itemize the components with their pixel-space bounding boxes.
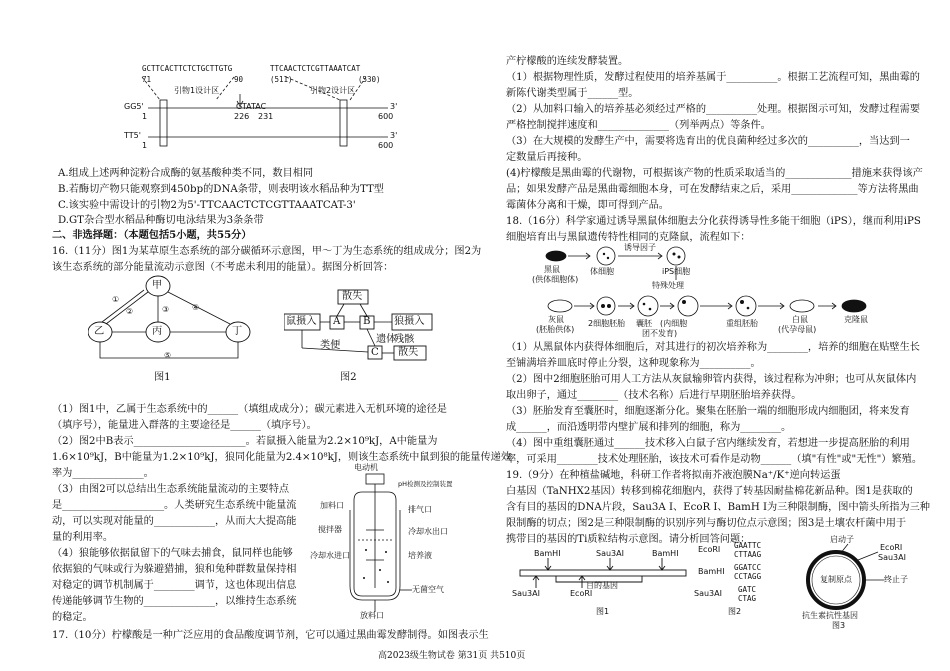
primer1-label: 引物1设计区 bbox=[174, 86, 220, 95]
q19-line4: 限制酶的切点；图2是三种限制酶的识别序列与酶切位点示意图；图3是土壤农杆菌中用于 bbox=[506, 518, 907, 529]
q16-intro2: 该生态系统的部分能量流动示意图（不考虑未利用的能量）。据图分析回答： bbox=[52, 262, 394, 273]
q15-option-c: C.该实验中需设计的引物2为5'-TTCAACTCTCGTTAAATCAT-3' bbox=[58, 200, 356, 211]
seq2-start: (511) bbox=[270, 75, 293, 84]
fig2-remains1: 遗体 bbox=[376, 334, 397, 345]
flow-donor-note: (供体细胞体) bbox=[532, 275, 579, 284]
flow-surrogate: (代孕母鼠) bbox=[778, 325, 817, 334]
fig2-caption: 图2 bbox=[340, 372, 357, 383]
q18-s6: 成______，而沿透明带内壁扩展和排列的细胞，称为________。 bbox=[506, 422, 792, 433]
fig2-box-c: C bbox=[371, 347, 379, 358]
fig2-dissipate-top: 散失 bbox=[342, 291, 363, 302]
node-yi: 乙 bbox=[94, 326, 105, 337]
q16-line10: （4）狼能够依据鼠留下的气味去捕食，鼠同样也能够 bbox=[52, 548, 293, 559]
fig2-box-a: A bbox=[333, 316, 341, 327]
flow-black-mouse: 黑鼠 bbox=[544, 265, 560, 274]
f2-sau3ai-bot: CTAG bbox=[738, 594, 757, 603]
seq2-end: (530) bbox=[358, 75, 381, 84]
f3-sau3ai: Sau3AI bbox=[878, 553, 906, 562]
q17-r8: (4)柠檬酸是黑曲霉的代谢物，可根据该产物的性质采取适当的_____________措施来获得该产 bbox=[506, 168, 923, 179]
gene-figure bbox=[48, 0, 468, 168]
node-jia: 甲 bbox=[152, 280, 163, 291]
f2-sau3ai-top: GATC bbox=[738, 585, 757, 594]
fermenter-diagram bbox=[310, 463, 466, 620]
f2-sau3ai: Sau3AI bbox=[694, 589, 722, 598]
pos231: 231 bbox=[258, 112, 274, 121]
f3-ori: 复制原点 bbox=[820, 575, 852, 584]
q17-r9: 品；如果发酵产品是黑曲霉细胞本身，可在发酵结束之后，采用_____________等方法将黑曲 bbox=[506, 184, 919, 195]
q18-s8: 率，可采用________技术处理胚胎，该技术可看作是动物______（填"有性"或"无性"）繁殖。 bbox=[506, 454, 923, 465]
tt-num1: 1 bbox=[142, 141, 148, 150]
gene-diagram bbox=[48, 0, 468, 168]
f2-bamhi: BamHI bbox=[698, 567, 725, 576]
q17-r10: 霉菌体分离和干燥，即可得到产品。 bbox=[506, 200, 669, 211]
label-outlet: 放料口 bbox=[360, 611, 384, 620]
q18-s5: （3）胚胎发育至囊胚时，细胞逐渐分化。聚集在胚胎一端的细胞形成内细胞团，将来发育 bbox=[506, 406, 910, 417]
q15-option-d: D.GT杂合型水稻品种酶切电泳结果为3条条带 bbox=[58, 215, 264, 226]
arrow-1: ① bbox=[112, 295, 120, 304]
fig2-rat-intake: 鼠摄入 bbox=[286, 316, 317, 327]
label-cool-out: 冷却水出口 bbox=[408, 527, 448, 536]
f1-sau3ai-2: Sau3AI bbox=[512, 589, 540, 598]
q16-intro1: 16.（11分）图1为某草原生态系统的部分碳循环示意图，甲～丁为生态系统的组成成分；图2为 bbox=[52, 246, 482, 257]
q19-fig1 bbox=[512, 548, 692, 624]
fig2-energy-flow bbox=[284, 286, 474, 392]
seq2: TTCAACTCTCGTTAAATCAT bbox=[270, 64, 361, 73]
gg-3prime: 3' bbox=[390, 102, 398, 111]
label-stirrer: 搅拌器 bbox=[318, 525, 342, 534]
fig2-feces: 类便 bbox=[320, 340, 341, 351]
flow-somatic: 体细胞 bbox=[590, 267, 614, 276]
q17-r6: （3）在大规模的发酵生产中，需要将选育出的优良菌种经过多次的__________，当达到一 bbox=[506, 136, 910, 147]
arrow-2: ② bbox=[126, 307, 134, 316]
q17-r2: （1）根据物理性质，发酵过程使用的培养基属于__________。根据工艺流程可知，黑曲霉的 bbox=[506, 72, 920, 83]
q19-line2: 白基因（TaNHX2基因）转移到棉花细胞内，获得了转基因耐盐棉花新品种。图1是获取的 bbox=[506, 486, 913, 497]
arrow-5: ⑤ bbox=[164, 351, 172, 360]
q18-s4: 取出卵子，通过________（技术名称）后进行早期胚胎培养获得。 bbox=[506, 390, 802, 401]
flow-blastocyst: 囊胚 bbox=[636, 319, 652, 328]
f2-bamhi-top: GGATCC bbox=[734, 563, 762, 572]
flow-icm2: 团不发育) bbox=[642, 329, 678, 338]
q19-fig2 bbox=[694, 541, 778, 624]
pos226: 226 bbox=[234, 112, 250, 121]
gg-num1: 1 bbox=[142, 112, 148, 121]
f2-ecori-bot: CTTAAG bbox=[734, 550, 762, 559]
seq1: GCTTCACTTCTCTGCTTGTG bbox=[142, 64, 233, 73]
q16-line14: 的稳定。 bbox=[52, 612, 93, 623]
q16-line11: 依据狼的气味或行为躲避猎捕，狼和兔种群数量保持相 bbox=[52, 564, 297, 575]
fig2-wolf-intake: 狼摄入 bbox=[394, 316, 425, 327]
label-medium: 培养液 bbox=[408, 551, 432, 560]
node-bing: 丙 bbox=[152, 326, 163, 337]
seq1-end: 90 bbox=[234, 75, 244, 84]
fig2-remains2: 残骸 bbox=[394, 334, 415, 345]
page-footer: 高2023级生物试卷 第31页 共510页 bbox=[378, 651, 526, 661]
gg-num600: 600 bbox=[378, 112, 394, 121]
q18-line1: 18.（16分）科学家通过诱导黑鼠体细胞去分化获得诱导性多能干细胞（iPS），继而利用iPS bbox=[506, 216, 921, 227]
fig1-carbon-cycle bbox=[88, 272, 258, 392]
q16-line13: 传递能够调节生物的______________，以维持生态系统 bbox=[52, 596, 297, 607]
fig2-box-b: B bbox=[363, 316, 371, 327]
q18-s7: （4）图中重组囊胚通过______技术移入白鼠子宫内继续发育，若想进一步提高胚胎的利用 bbox=[506, 438, 910, 449]
f3-resistance: 抗生素抗性基因 bbox=[802, 611, 858, 620]
q16-line2: （填序号），能量进入群落的主要途径是______（填序号）。 bbox=[52, 420, 317, 431]
q16-line5: 率为______________。 bbox=[52, 468, 154, 479]
flow-white-mouse: 白鼠 bbox=[792, 315, 808, 324]
q18-s2: 至铺满培养皿底时停止分裂，这种现象称为__________。 bbox=[506, 358, 761, 369]
q16-line12: 对稳定的调节机制属于________调节，这也体现出信息 bbox=[52, 580, 297, 591]
q16-line8: 动，可以实现对能量的____________，从而大大提高能 bbox=[52, 516, 297, 527]
f1-target-gene: 目的基因 bbox=[586, 581, 618, 590]
q16-line1: （1）图1中，乙属于生态系统中的______（填组成成分）；碳元素进入无机环境的途径是 bbox=[52, 404, 447, 415]
f1-bamhi-2: BamHI bbox=[652, 549, 679, 558]
flow-2cell: 2细胞胚胎 bbox=[588, 319, 626, 328]
q19-line1: 19.（9分）在种植盐碱地，科研工作者将拟南芥液泡膜Na⁺/K⁺逆向转运蛋 bbox=[506, 470, 841, 481]
flow-special: 特殊处理 bbox=[652, 281, 684, 290]
f3-caption: 图3 bbox=[832, 621, 846, 630]
flow-inducer: 诱导因子 bbox=[624, 243, 656, 252]
f2-ecori-top: GAATTC bbox=[734, 541, 762, 550]
node-ding: 丁 bbox=[232, 326, 243, 337]
arrow-4: ④ bbox=[192, 303, 200, 312]
f2-bamhi-bot: CCTAGG bbox=[734, 572, 762, 581]
q18-s3: （2）图中2细胞胚胎可用人工方法从灰鼠输卵管内获得，该过程称为冲卵；也可从灰鼠体内 bbox=[506, 374, 917, 385]
site-seq: GTATAC bbox=[236, 102, 267, 111]
label-feed: 加料口 bbox=[320, 501, 344, 510]
q19-line3: 含有目的基因的DNA片段，Sau3A I、EcoR I、BamH I为三种限制酶，图中箭头所指为三种 bbox=[506, 502, 930, 513]
q15-option-b: B.若酶切产物只能观察到450bp的DNA条带，则表明该水稻品种为TT型 bbox=[58, 184, 384, 195]
flow-gray-mouse: 灰鼠 bbox=[548, 315, 564, 324]
gg-label: GG5' bbox=[124, 102, 144, 111]
q19-line5: 携带目的基因的Ti质粒结构示意图。请分析回答问题： bbox=[506, 534, 751, 545]
f1-sau3ai-1: Sau3AI bbox=[596, 549, 624, 558]
fig1-caption: 图1 bbox=[154, 372, 171, 383]
q17-r7: 定数量后再接种。 bbox=[506, 152, 588, 163]
label-cool-in: 冷却水进口 bbox=[310, 551, 350, 560]
f3-ecori: EcoRI bbox=[880, 543, 903, 552]
q17-r4: （2）从加料口输入的培养基必须经过严格的__________处理。根据图示可知，发酵过程需要 bbox=[506, 104, 920, 115]
q18-flow-diagram bbox=[532, 242, 912, 338]
f1-ecori: EcoRI bbox=[570, 589, 593, 598]
flow-embryo-donor: (胚胎供体) bbox=[536, 325, 575, 334]
q17-r5: 严格控制搅拌速度和______________（列举两点）等条件。 bbox=[506, 120, 771, 131]
q16-line3: （2）图2中B表示______________________。若鼠摄入能量为2.2×10⁹kJ，A中能量为 bbox=[52, 436, 438, 447]
q15-option-a: A.组成上述两种淀粉合成酶的氨基酸种类不同，数目相同 bbox=[58, 168, 314, 179]
q17-start: 17.（10分）柠檬酸是一种广泛应用的食品酸度调节剂，它可以通过黑曲霉发酵制得。如图表示生 bbox=[52, 630, 489, 641]
flow-ips: iPS细胞 bbox=[662, 267, 691, 276]
label-ph: pH检测及控制装置 bbox=[398, 480, 453, 488]
f1-caption: 图1 bbox=[596, 607, 610, 616]
flow-clone: 克隆鼠 bbox=[844, 315, 868, 324]
q16-line7: 是____________________。人类研究生态系统中能量流 bbox=[52, 500, 297, 511]
q16-line6: （3）由图2可以总结出生态系统能量流动的主要特点 bbox=[52, 484, 290, 495]
q19-fig3 bbox=[788, 535, 918, 630]
section2-title: 二、非选择题：（本题包括5小题，共55分） bbox=[52, 229, 252, 241]
q17-r1: 产柠檬酸的连续发酵装置。 bbox=[506, 56, 629, 67]
fig2-dissipate-bottom: 散失 bbox=[398, 347, 419, 358]
q17-r3: 新陈代谢类型属于______型。 bbox=[506, 88, 639, 99]
f2-caption: 图2 bbox=[728, 607, 742, 616]
label-motor: 电动机 bbox=[354, 463, 378, 472]
seq1-start: 71 bbox=[142, 75, 152, 84]
label-exhaust: 排气口 bbox=[408, 505, 432, 514]
tt-3prime: 3' bbox=[390, 131, 398, 140]
flow-recombined: 重组胚胎 bbox=[726, 319, 758, 328]
arrow-3: ③ bbox=[162, 305, 170, 314]
f3-terminator: 终止子 bbox=[884, 575, 908, 584]
f3-promoter: 启动子 bbox=[830, 535, 854, 544]
q18-line2: 细胞培育出与黑鼠遗传特性相同的克隆鼠，流程如下： bbox=[506, 232, 751, 243]
label-air: 无菌空气 bbox=[412, 585, 444, 594]
primer2-label: 引物2设计区 bbox=[310, 86, 356, 95]
flow-icm1: (内细胞 bbox=[660, 319, 688, 328]
f2-ecori: EcoRI bbox=[698, 545, 721, 554]
tt-num600: 600 bbox=[378, 141, 394, 150]
q18-s1: （1）从黑鼠体内获得体细胞后，对其进行的初次培养称为________，培养的细胞在贴壁生长 bbox=[506, 342, 920, 353]
f1-bamhi-1: BamHI bbox=[534, 549, 561, 558]
q16-line4: 1.6×10⁹kJ，B中能量为1.2×10⁹kJ，狼同化能量为2.4×10⁸kJ，则该生态系统中鼠到狼的能量传递效 bbox=[52, 452, 512, 463]
q16-line9: 量的利用率。 bbox=[52, 532, 114, 543]
tt-label: TT5' bbox=[124, 131, 141, 140]
